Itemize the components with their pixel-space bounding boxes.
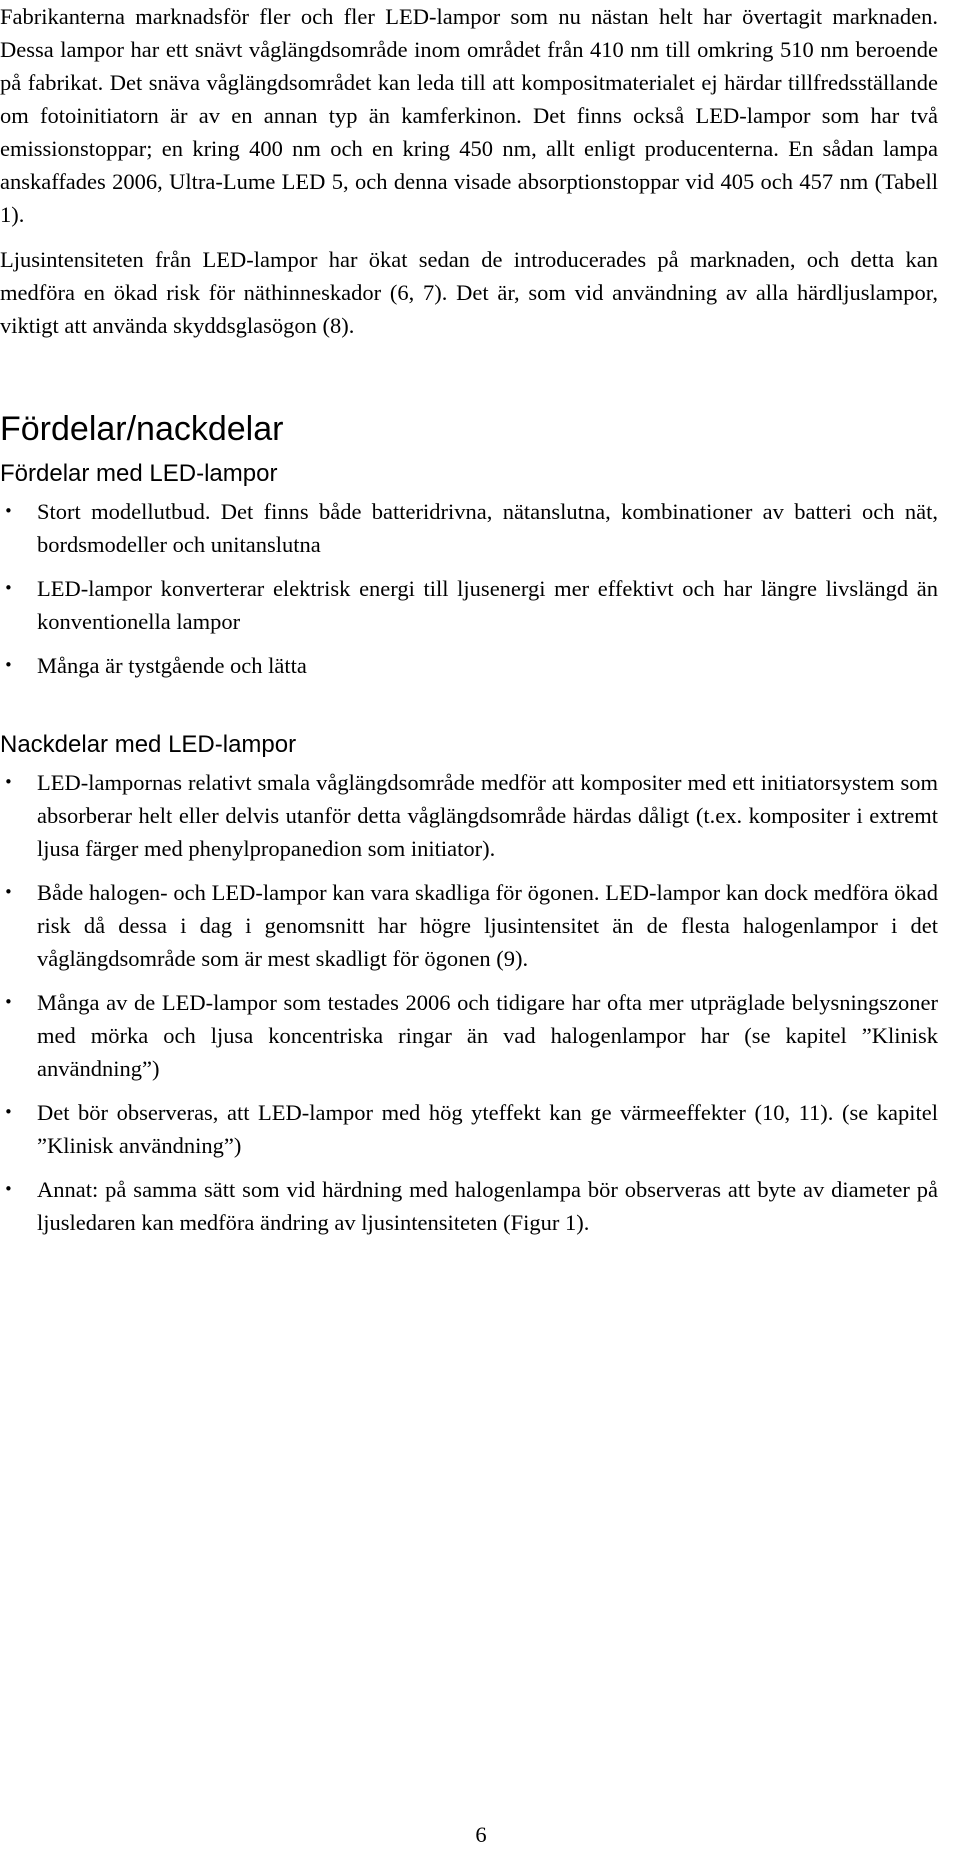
bullet-icon: •: [4, 993, 13, 1011]
bullet-icon: •: [4, 1103, 13, 1121]
section-heading: Fördelar/nackdelar: [0, 410, 284, 448]
list-item: [0, 876, 938, 975]
list-item: [0, 766, 938, 865]
list-item-text: Det bör observeras, att LED-lampor med hög yteffekt kan ge värmeeffekter (10, 11). (se kapitel ”Klinisk användning”): [37, 1100, 938, 1158]
list-item: [0, 572, 938, 638]
page-number: 6: [475, 1822, 487, 1847]
list-item-text: Annat: på samma sätt som vid härdning med halogenlampa bör observeras att byte av diameter på ljusledaren kan medföra ändring av ljusintensiteten (Figur 1).: [37, 1177, 938, 1235]
list-item-text: Stort modellutbud. Det finns både batteridrivna, nätanslutna, kombinationer av batteri och nät, bordsmodeller och unitanslutna: [37, 499, 938, 557]
bullet-icon: •: [4, 883, 13, 901]
bullet-icon: •: [4, 656, 13, 674]
list-item: [0, 495, 938, 561]
bullet-icon: •: [4, 502, 13, 520]
paragraph-light-intensity: Ljusintensiteten från LED-lampor har ökat sedan de introducerades på marknaden, och detta kan medföra en ökad risk för näthinneskador (6, 7). Det är, som vid användning av alla härdljuslampor, viktigt att använda skyddsglasögon (8).: [0, 247, 938, 338]
list-item-text: Både halogen- och LED-lampor kan vara skadliga för ögonen. LED-lampor kan dock medföra ökad risk då dessa i dag i genomsnitt har högre ljusintensitet än de flesta halogenlampor i det våglängdsområde som är mest skadligt för ögonen (9).: [37, 880, 938, 971]
disadvantages-list: [0, 766, 938, 1239]
bullet-icon: •: [4, 1180, 13, 1198]
list-item: [0, 649, 938, 682]
disadvantages-heading: Nackdelar med LED-lampor: [0, 731, 297, 758]
advantages-list: [0, 495, 938, 682]
list-item-text: LED-lampor konverterar elektrisk energi till ljusenergi mer effektivt och har längre livslängd än konventionella lampor: [37, 576, 938, 634]
paragraph-led-lamps: Fabrikanterna marknadsför fler och fler LED-lampor som nu nästan helt har övertagit marknaden. Dessa lampor har ett snävt våglängdsområde inom området från 410 nm till omkring 510 nm beroende på fabrikat. Det snäva våglängdsområdet kan leda till att kompositmaterialet ej härdar tillfredsställande om fotoinitiatorn är av en annan typ än kamferkinon. Det finns också LED-lampor som har två emissionstoppar; en kring 400 nm och en kring 450 nm, allt enligt producenterna. En sådan lampa anskaffades 2006, Ultra-Lume LED 5, och denna visade absorptionstoppar vid 405 och 457 nm (Tabell 1).: [0, 4, 938, 227]
list-item: [0, 1173, 938, 1239]
list-item-text: LED-lampornas relativt smala våglängdsområde medför att kompositer med ett initiatorsystem som absorberar helt eller delvis utanför detta våglängdsområde härdas dåligt (t.ex. kompositer i extremt ljusa färger med phenylpropanedion som initiator).: [37, 770, 938, 861]
list-item-text: Många är tystgående och lätta: [37, 653, 307, 678]
list-item-text: Många av de LED-lampor som testades 2006 och tidigare har ofta mer utpräglade belysningszoner med mörka och ljusa koncentriska ringar än vad halogenlampor har (se kapitel ”Klinisk användning”): [37, 990, 938, 1081]
list-item: [0, 986, 938, 1085]
list-item: [0, 1096, 938, 1162]
bullet-icon: •: [4, 773, 13, 791]
advantages-heading: Fördelar med LED-lampor: [0, 460, 278, 487]
bullet-icon: •: [4, 579, 13, 597]
